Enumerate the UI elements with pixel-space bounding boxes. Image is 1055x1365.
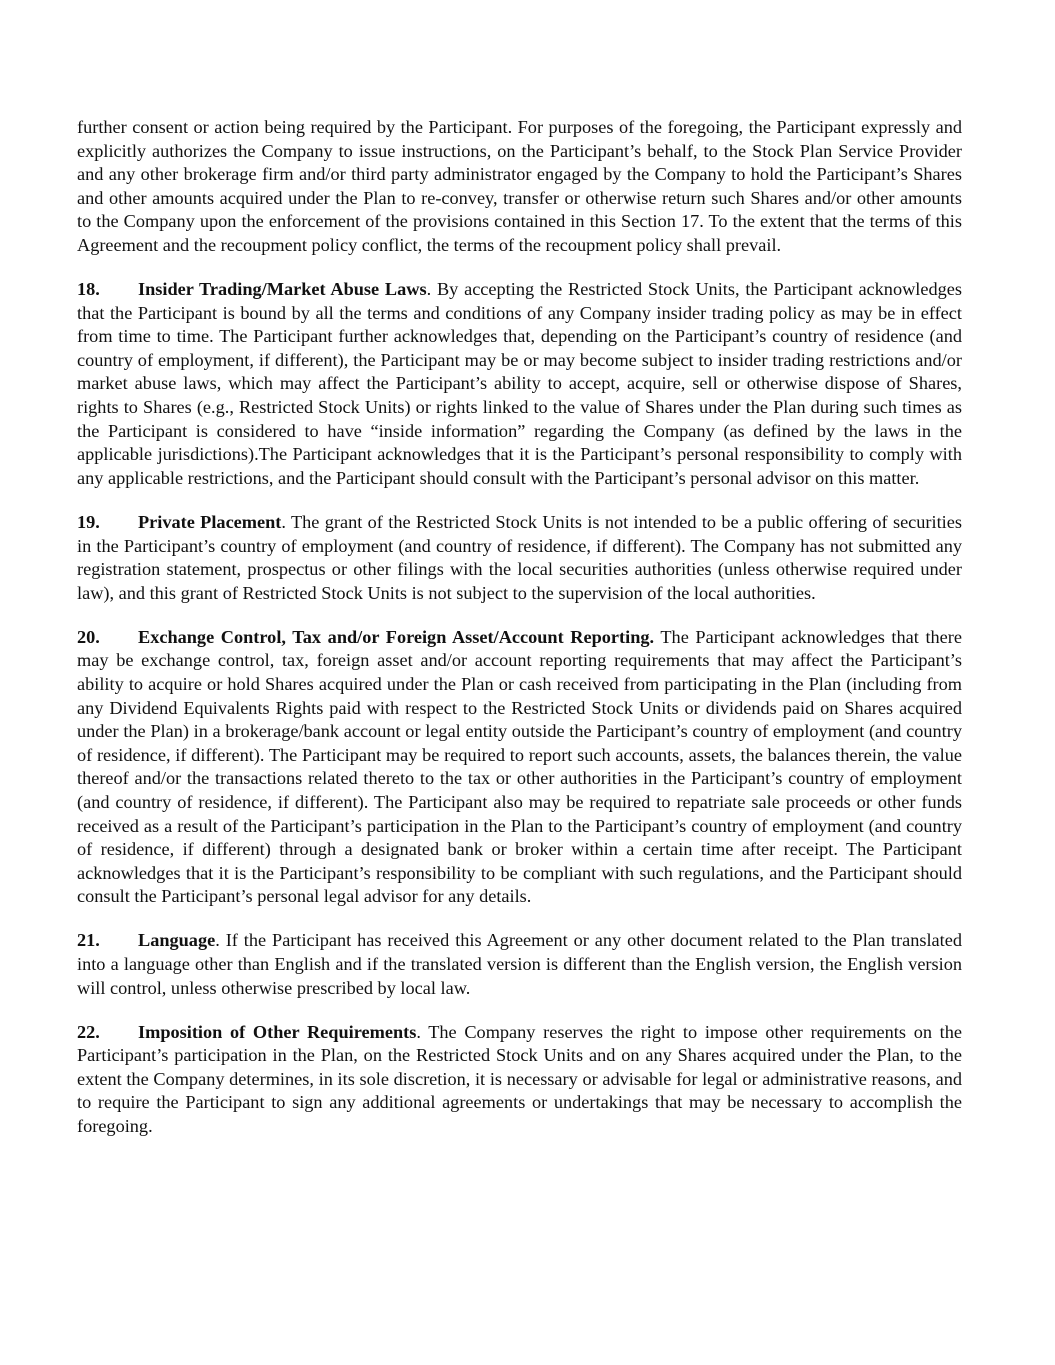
section-number: 20. bbox=[77, 626, 100, 647]
intro-paragraph: further consent or action being required by the Participant. For purposes of the foregoing, the Participant expressly and explicitly authorizes the Company to issue instructions, on the Participant’s behalf, to the Stock Plan Service Provider and any other brokerage firm and/or third party administrator engaged by the Company to hold the Participant’s Shares and other amounts acquired under the Plan to re-convey, transfer or otherwise return such Shares and/or other amounts to the Company upon the enforcement of the provisions contained in this Section 17. To the extent that the terms of this Agreement and the recoupment policy conflict, the terms of the recoupment policy shall prevail. bbox=[77, 117, 962, 255]
document-page bbox=[77, 116, 962, 1159]
section-20 bbox=[77, 626, 962, 909]
section-separator: . bbox=[215, 930, 226, 951]
section-body: By accepting the Restricted Stock Units, the Participant acknowledges that the Participant is bound by all the terms and conditions of any Company insider trading policy as may be in effect from time to time. The Participant further acknowledges that, depending on the Participant’s country of residence (and country of employment, if different), the Participant may be or may become subject to insider trading restrictions and/or market abuse laws, which may affect the Participant’s ability to accept, acquire, sell or otherwise dispose of Shares, rights to Shares (e.g., Restricted Stock Units) or rights linked to the value of Shares under the Plan during such times as the Participant is considered to have “inside information” regarding the Company (as defined by the laws in the applicable jurisdictions).The Participant acknowledges that it is the Participant’s personal responsibility to comply with any applicable restrictions, and the Participant should consult with the Participant’s personal advisor on this matter. bbox=[77, 279, 962, 488]
section-number: 21. bbox=[77, 930, 100, 951]
section-body: If the Participant has received this Agreement or any other document related to the Plan translated into a language other than English and if the translated version is different than the English version, the English version will control, unless otherwise prescribed by local law. bbox=[77, 930, 962, 998]
section-title: Language bbox=[138, 930, 216, 951]
section-22 bbox=[77, 1021, 962, 1139]
section-number: 19. bbox=[77, 511, 100, 532]
section-19 bbox=[77, 511, 962, 605]
section-21 bbox=[77, 929, 962, 1000]
section-separator: . bbox=[416, 1021, 429, 1042]
section-title: Private Placement bbox=[138, 511, 282, 532]
section-body: The Participant acknowledges that there may be exchange control, tax, foreign asset and/or account reporting requirements that may affect the Participant’s ability to acquire or hold Shares acquired under the Plan or cash received from participating in the Plan (including from any Dividend Equivalents Rights paid with respect to the Restricted Stock Units or dividends paid on Shares acquired under the Plan) in a brokerage/bank account or legal entity outside the Participant’s country of employment (and country of residence, if different). The Participant may be required to report such accounts, assets, the balances therein, the value thereof and/or the transactions related thereto to the tax or other authorities in the Participant’s country of employment (and country of residence, if different). The Participant also may be required to repatriate sale proceeds or other funds received as a result of the Participant’s participation in the Plan to the Participant’s country of employment (and country of residence, if different) through a designated bank or broker within a certain time after receipt. The Participant acknowledges that it is the Participant’s responsibility to be compliant with such regulations, and the Participant should consult the Participant’s personal legal advisor for any details. bbox=[77, 626, 962, 907]
section-title: Imposition of Other Requirements bbox=[138, 1021, 417, 1042]
section-number: 22. bbox=[77, 1021, 100, 1042]
section-title: Exchange Control, Tax and/or Foreign Asset/Account Reporting. bbox=[138, 626, 655, 647]
section-body: The Company reserves the right to impose other requirements on the Participant’s participation in the Plan, on the Restricted Stock Units and on any Shares acquired under the Plan, to the extent the Company determines, in its sole discretion, it is necessary or advisable for legal or administrative reasons, and to require the Participant to sign any additional agreements or undertakings that may be necessary to accomplish the foregoing. bbox=[77, 1021, 962, 1137]
section-body: The grant of the Restricted Stock Units is not intended to be a public offering of securities in the Participant’s country of employment (and country of residence, if different). The Company has not submitted any registration statement, prospectus or other filings with the local securities authorities (unless otherwise required under law), and this grant of Restricted Stock Units is not subject to the supervision of the local authorities. bbox=[77, 511, 962, 603]
section-separator: . bbox=[426, 279, 437, 300]
section-separator: . bbox=[281, 511, 291, 532]
section-number: 18. bbox=[77, 279, 100, 300]
section-18 bbox=[77, 278, 962, 490]
section-title: Insider Trading/Market Abuse Laws bbox=[138, 279, 427, 300]
